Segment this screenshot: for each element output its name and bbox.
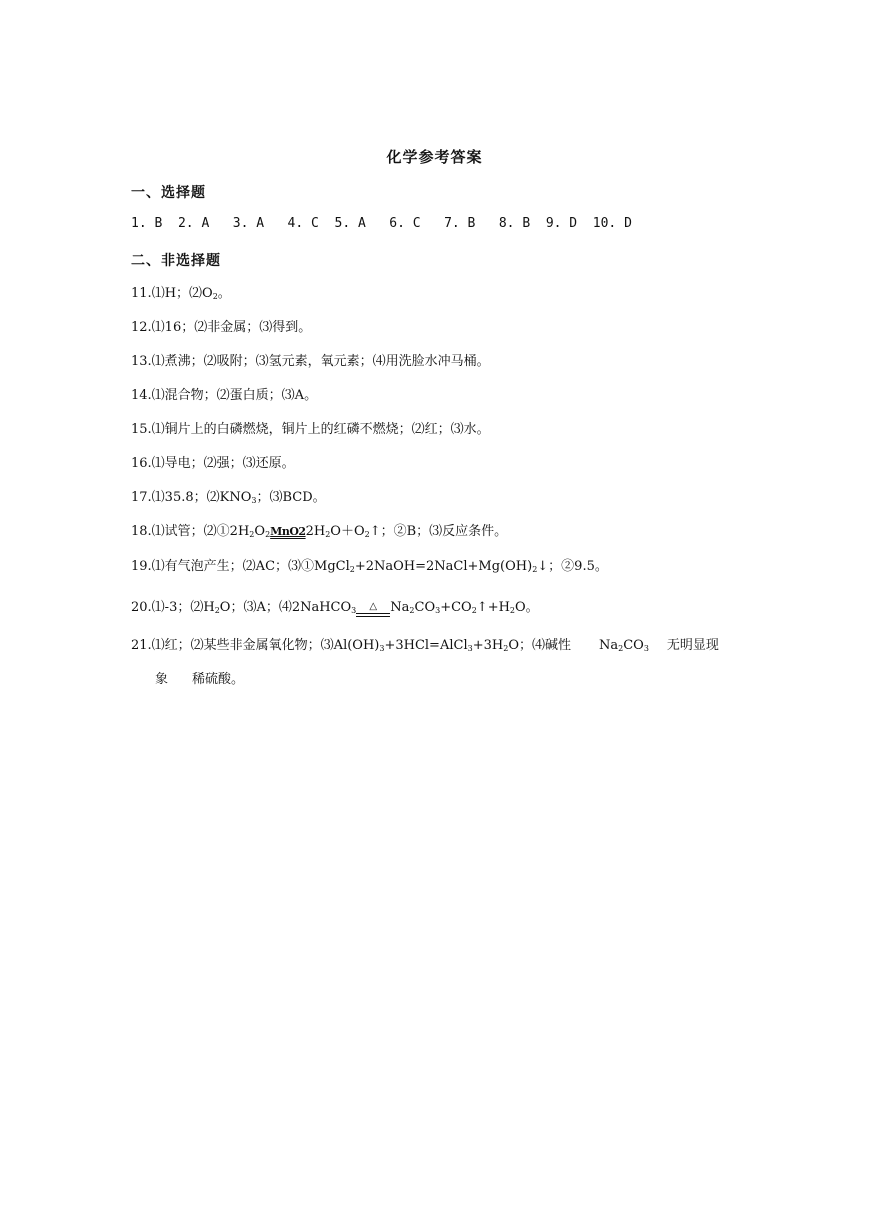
answer-20-sub4: 3 xyxy=(435,606,441,615)
answer-21-continued xyxy=(155,670,244,690)
answer-19-sub2: 2 xyxy=(532,565,538,574)
answer-21-text8: 象 xyxy=(155,672,169,687)
answer-17-end: ；⑶BCD。 xyxy=(256,490,326,505)
answer-21-sub5: 3 xyxy=(643,644,649,653)
answer-15: 15.⑴铜片上的白磷燃烧，铜片上的红磷不燃烧；⑵红；⑶水。 xyxy=(131,422,490,437)
answer-11-sub: 2 xyxy=(212,292,218,301)
answer-21-sub1: 3 xyxy=(379,644,385,653)
answer-11-number: 11. xyxy=(131,286,152,301)
equals-bar xyxy=(356,613,390,617)
answer-21-sub4: 2 xyxy=(618,644,624,653)
answer-21-end: 稀硫酸。 xyxy=(192,672,245,687)
answer-13: 13.⑴煮沸；⑵吸附；⑶氢元素，氧元素；⑷用洗脸水冲马桶。 xyxy=(131,354,490,369)
answer-18-text2: O xyxy=(254,524,266,539)
page-title: 化学参考答案 xyxy=(386,148,483,166)
answer-20-text5: +CO xyxy=(440,600,472,615)
answer-18-sub3: 2 xyxy=(325,530,331,539)
answer-18-sub1: 2 xyxy=(249,530,255,539)
answer-20-sub3: 2 xyxy=(409,606,415,615)
answer-17 xyxy=(131,488,326,511)
answer-20-sub1: 2 xyxy=(214,606,220,615)
answer-21-text5: Na xyxy=(598,638,619,653)
answer-20-text6: ↑+H xyxy=(476,600,510,615)
answer-11 xyxy=(131,284,231,307)
answer-18 xyxy=(131,522,507,545)
answer-20-text2: O；⑶A；⑷2NaHCO xyxy=(219,600,352,615)
answer-18-sub4: 2 xyxy=(364,530,370,539)
answer-21-text2: +3HCl=AlCl xyxy=(384,638,468,653)
answer-21-text7: 无明显现 xyxy=(666,638,719,653)
answer-11-text: ⑴H；⑵O xyxy=(151,286,213,301)
answer-20-sub5: 2 xyxy=(471,606,477,615)
answer-21-sub3: 2 xyxy=(503,644,509,653)
answer-17-sub: 3 xyxy=(251,496,257,505)
answer-18-text4: O＋O xyxy=(330,524,365,539)
answer-20-text4: CO xyxy=(414,600,436,615)
answer-16: 16.⑴导电；⑵强；⑶还原。 xyxy=(131,456,295,471)
answer-19 xyxy=(131,557,608,580)
answer-19-end: ↓；②9.5。 xyxy=(537,559,608,574)
answer-12: 12.⑴16；⑵非金属；⑶得到。 xyxy=(131,320,312,335)
answer-18-end: ↑；②B；⑶反应条件。 xyxy=(369,524,508,539)
answer-19-sub1: 2 xyxy=(349,565,355,574)
answer-21 xyxy=(131,636,719,659)
answer-11-end: 。 xyxy=(217,286,231,301)
answer-18-text: 18.⑴试管；⑵①2H xyxy=(131,524,250,539)
answer-18-text3: 2H xyxy=(305,524,326,539)
reaction-condition-mno2: MnO2 xyxy=(270,525,306,538)
answer-20-text: 20.⑴-3；⑵H xyxy=(131,600,215,615)
reaction-condition-heat xyxy=(356,602,390,617)
answer-21-text3: +3H xyxy=(472,638,504,653)
heat-triangle-icon: △ xyxy=(369,601,378,612)
answer-20-text3: Na xyxy=(390,600,410,615)
answer-19-text: 19.⑴有气泡产生；⑵AC；⑶①MgCl xyxy=(131,559,350,574)
answer-20 xyxy=(131,598,539,621)
section-multiple-choice-heading: 一、选择题 xyxy=(131,185,206,201)
answer-20-end: O。 xyxy=(515,600,539,615)
answer-21-text: 21.⑴红；⑵某些非金属氧化物；⑶Al(OH) xyxy=(131,638,380,653)
answer-14: 14.⑴混合物；⑵蛋白质；⑶A。 xyxy=(131,388,318,403)
answer-21-text6: CO xyxy=(623,638,644,653)
answer-20-sub6: 2 xyxy=(509,606,516,615)
multiple-choice-answers: 1. B 2. A 3. A 4. C 5. A 6. C 7. B 8. B 9. D 10. D xyxy=(131,216,632,231)
answer-18-sub2: 2 xyxy=(265,530,271,539)
answer-21-sub2: 3 xyxy=(467,644,473,653)
answer-19-text2: +2NaOH=2NaCl+Mg(OH) xyxy=(354,559,533,574)
answer-21-text4: O；⑷碱性 xyxy=(508,638,571,653)
answer-17-text: 17.⑴35.8；⑵KNO xyxy=(131,490,252,505)
answer-20-sub2: 3 xyxy=(351,606,357,615)
section-non-choice-heading: 二、非选择题 xyxy=(131,253,221,269)
